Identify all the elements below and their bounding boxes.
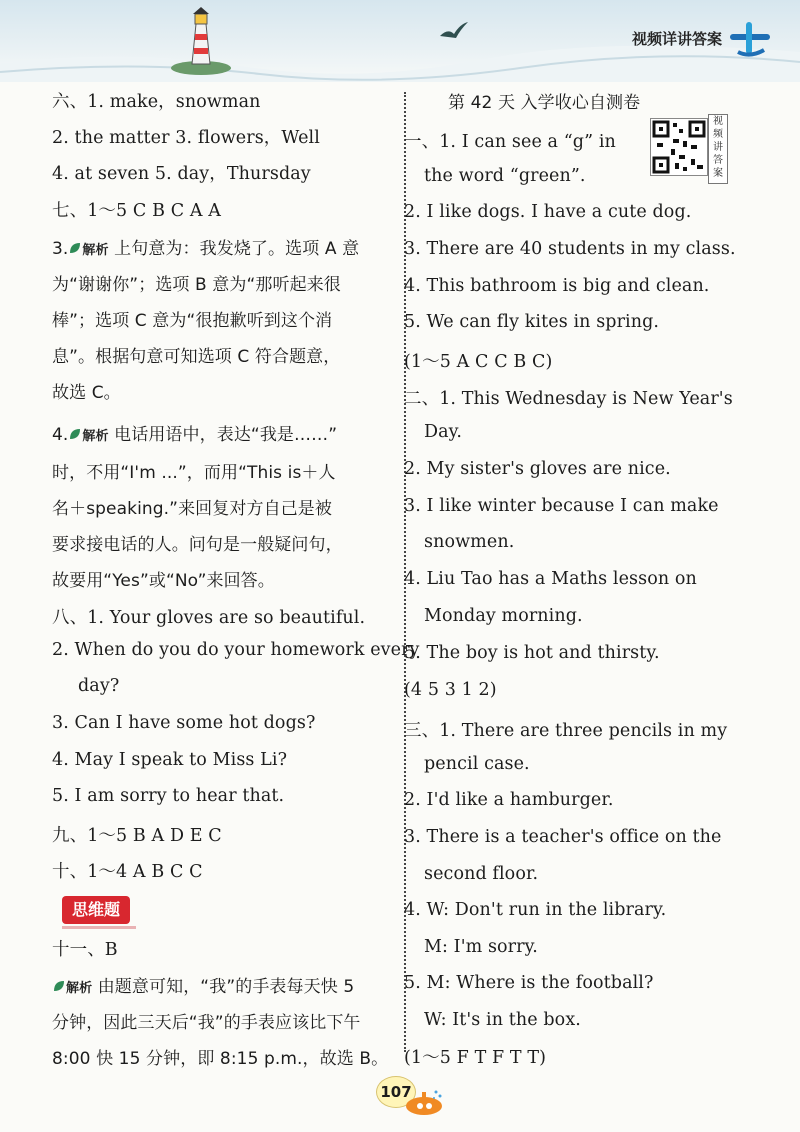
part-1-line-4: 4. This bathroom is big and clean. <box>404 276 710 296</box>
section-6-line-3: 4. at seven 5. day，Thursday <box>52 164 311 184</box>
explanation-tag: 解析 <box>82 429 109 444</box>
part-2-line-3-cont: snowmen. <box>424 532 515 552</box>
q4-explanation-line-3: 名＋speaking.”来回复对方自己是被 <box>52 499 332 519</box>
part-3-line-1-cont: pencil case. <box>424 754 530 774</box>
q3-explanation-line-5: 故选 C。 <box>52 383 121 403</box>
part-3-answers: (1～5 F T F T T) <box>404 1048 547 1068</box>
part-2-line-3: 3. I like winter because I can make <box>404 496 719 516</box>
part-2-line-5: 5. The boy is hot and thirsty. <box>404 643 660 663</box>
q3-explanation-line-4: 息”。根据句意可知选项 C 符合题意， <box>52 347 341 367</box>
header-title: 视频详讲答案 <box>631 30 722 48</box>
section-11-answer: 十一、B <box>52 940 118 960</box>
qr-code[interactable] <box>650 118 708 176</box>
part-3-line-5-cont: W: It's in the box. <box>424 1010 581 1030</box>
thinking-question-tag: 思维题 <box>62 896 130 924</box>
brand-logo-icon <box>726 18 774 58</box>
q11-text: 由题意可知，“我”的手表每天快 5 <box>92 977 355 997</box>
part-2-line-4-cont: Monday morning. <box>424 606 583 626</box>
part-1-line-1-cont: the word “green”. <box>424 166 586 186</box>
part-1-line-1: 一、1. I can see a “g” in <box>404 132 616 152</box>
section-8-line-4: 4. May I speak to Miss Li? <box>52 750 288 770</box>
part-3-line-4-cont: M: I'm sorry. <box>424 937 538 957</box>
q4-explanation-line-2: 时，不用“I'm ...”，而用“This is＋人 <box>52 463 336 483</box>
section-7-answers: 七、1～5 C B C A A <box>52 201 221 221</box>
part-2-answers: (4 5 3 1 2) <box>404 680 497 700</box>
section-8-line-3: 3. Can I have some hot dogs? <box>52 713 316 733</box>
part-3-line-2: 2. I'd like a hamburger. <box>404 790 614 810</box>
part-3-line-5: 5. M: Where is the football? <box>404 973 654 993</box>
part-3-line-3-cont: second floor. <box>424 864 539 884</box>
section-6-line-1: 六、1. make，snowman <box>52 92 261 112</box>
leaf-icon <box>68 241 82 255</box>
part-1-line-3: 3. There are 40 students in my class. <box>404 239 736 259</box>
q11-explanation-line-1 <box>52 972 354 997</box>
leaf-icon <box>52 979 66 993</box>
q4-explanation-line-5: 故要用“Yes”或“No”来回答。 <box>52 571 275 591</box>
explanation-tag: 解析 <box>82 243 109 258</box>
q4-explanation-line-4: 要求接电话的人。问句是一般疑问句， <box>52 535 343 555</box>
part-2-line-1-cont: Day. <box>424 422 462 442</box>
bird-icon <box>438 16 470 44</box>
part-2-line-2: 2. My sister's gloves are nice. <box>404 459 671 479</box>
q3-explanation-line-1 <box>52 234 359 259</box>
part-2-line-4: 4. Liu Tao has a Maths lesson on <box>404 569 697 589</box>
q3-explanation-line-3: 棒”；选项 C 意为“很抱歉听到这个消 <box>52 311 333 331</box>
lighthouse-icon <box>166 6 236 76</box>
q4-text: 电话用语中，表达“我是……” <box>108 425 338 445</box>
section-8-line-5: 5. I am sorry to hear that. <box>52 786 285 806</box>
page-number: 107 <box>376 1076 416 1108</box>
q11-explanation-line-3: 8:00 快 15 分钟，即 8:15 p.m.，故选 B。 <box>52 1049 389 1069</box>
section-8-line-2-cont: day? <box>78 676 120 696</box>
q4-number: 4. <box>52 425 69 445</box>
qr-code-icon <box>651 119 707 175</box>
page-header <box>0 0 800 82</box>
test-title: 第 42 天 入学收心自测卷 <box>448 93 641 113</box>
q11-explanation-line-2: 分钟，因此三天后“我”的手表应该比下午 <box>52 1013 361 1033</box>
part-3-line-1: 三、1. There are three pencils in my <box>404 721 728 741</box>
section-9-answers: 九、1～5 B A D E C <box>52 826 222 846</box>
submarine-icon <box>398 1086 446 1118</box>
explanation-tag: 解析 <box>66 981 93 996</box>
part-2-line-1: 二、1. This Wednesday is New Year's <box>404 389 733 409</box>
q3-text: 上句意为：我发烧了。选项 A 意 <box>108 239 360 259</box>
section-6-line-2: 2. the matter 3. flowers，Well <box>52 128 320 148</box>
section-8-line-2: 2. When do you do your homework every <box>52 640 420 660</box>
q3-number: 3. <box>52 239 69 259</box>
leaf-icon <box>68 427 82 441</box>
q4-explanation-line-1 <box>52 420 337 445</box>
part-1-line-5: 5. We can fly kites in spring. <box>404 312 660 332</box>
part-3-line-4: 4. W: Don't run in the library. <box>404 900 667 920</box>
part-3-line-3: 3. There is a teacher's office on the <box>404 827 722 847</box>
section-10-answers: 十、1～4 A B C C <box>52 862 203 882</box>
section-8-line-1: 八、1. Your gloves are so beautiful. <box>52 608 366 628</box>
part-1-line-2: 2. I like dogs. I have a cute dog. <box>404 202 692 222</box>
q3-explanation-line-2: 为“谢谢你”；选项 B 意为“那听起来很 <box>52 275 341 295</box>
qr-label: 视频讲答案 <box>708 114 728 184</box>
part-1-answers: (1～5 A C C B C) <box>404 352 553 372</box>
